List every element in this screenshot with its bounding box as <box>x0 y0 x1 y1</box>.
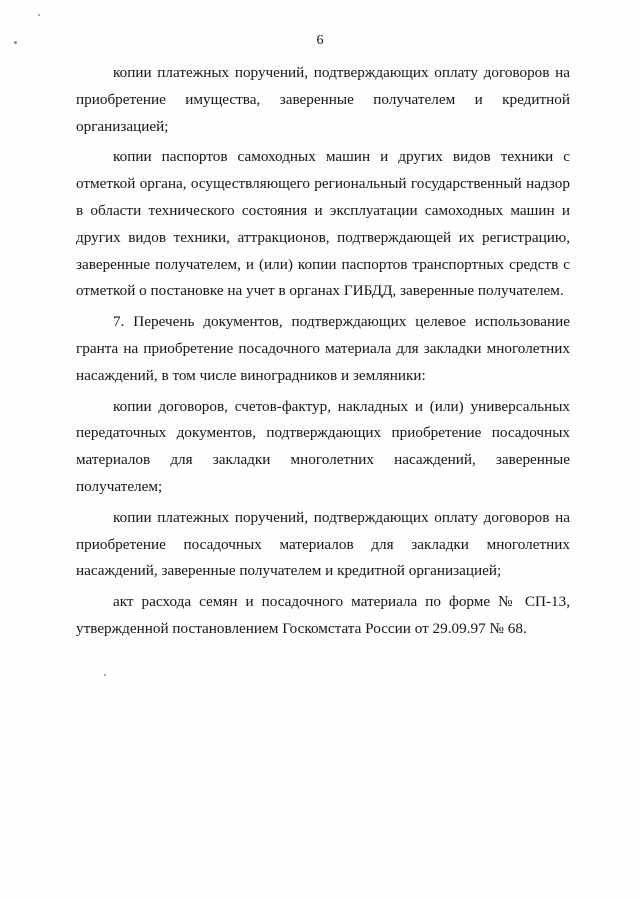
document-body <box>76 60 570 643</box>
scan-speck <box>104 674 106 676</box>
paragraph-machine-passports: копии паспортов самоходных машин и других видов техники с отметкой органа, осуществляющего региональный государственный надзор в области технического состояния и эксплуатации самоходных машин и других видов техники, аттракционов, подтверждающей их регистрацию, заверенные получателем, и (или) копии паспортов транспортных средств с отметкой о постановке на учет в органах ГИБДД, заверенные получателем. <box>76 148 570 300</box>
paragraph-seed-act: акт расхода семян и посадочного материала по форме № СП-13, утвержденной постановлением Госкомстата России от 29.09.97 № 68. <box>76 593 570 637</box>
paragraph-payment-orders-planting: копии платежных поручений, подтверждающих оплату договоров на приобретение посадочных материалов для закладки многолетних насаждений, заверенные получателем и кредитной организацией; <box>76 508 570 580</box>
paragraph-item-7-heading: 7. Перечень документов, подтверждающих целевое использование гранта на приобретение посадочного материала для закладки многолетних насаждений, в том числе виноградников и земляники: <box>76 313 570 384</box>
paragraph-contracts-invoices: копии договоров, счетов-фактур, накладных и (или) универсальных передаточных документов, подтверждающих приобретение посадочных материалов для закладки многолетних насаждений, заверенные получателем; <box>76 397 570 495</box>
scan-speck <box>38 14 40 16</box>
page-number: 6 <box>316 33 324 48</box>
paragraph-payment-orders-property: копии платежных поручений, подтверждающих оплату договоров на приобретение имущества, заверенные получателем и кредитной организацией; <box>76 64 570 135</box>
